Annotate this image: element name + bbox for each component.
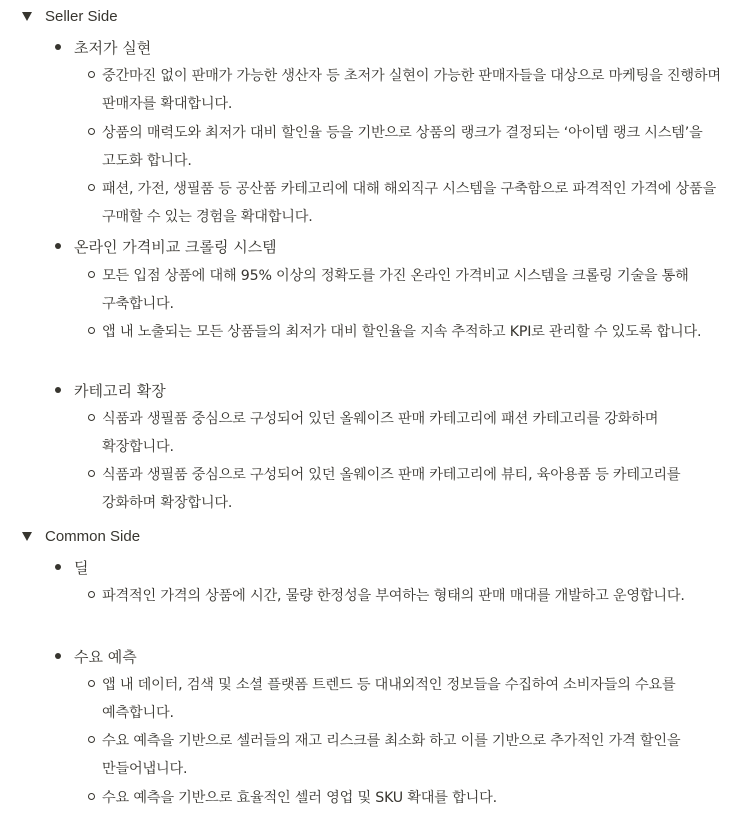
list-item (88, 318, 724, 346)
bullet-dot-icon (55, 387, 61, 393)
bullet-circle-icon (88, 128, 95, 135)
toggle-common-side[interactable] (22, 521, 140, 551)
list-item (88, 461, 724, 517)
section-header (55, 231, 277, 261)
list-item (88, 175, 724, 231)
list-item (88, 262, 724, 318)
list-item-text: 수요 예측을 기반으로 셀러들의 재고 리스크를 최소화 하고 이를 기반으로 추가적인 가격 할인을 만들어냅니다. (102, 733, 681, 777)
list-item-text: 앱 내 노출되는 모든 상품들의 최저가 대비 할인율을 지속 추적하고 KPI로 관리할 수 있도록 합니다. (102, 324, 702, 340)
bullet-circle-icon (88, 793, 95, 800)
section-label: 초저가 실현 (74, 38, 152, 57)
list-item-text: 식품과 생필품 중심으로 구성되어 있던 올웨이즈 판매 카테고리에 뷰티, 육아용품 등 카테고리를 강화하며 확장합니다. (102, 467, 681, 511)
section-label: 수요 예측 (74, 647, 137, 666)
section-label: 카테고리 확장 (74, 381, 166, 400)
bullet-circle-icon (88, 184, 95, 191)
bullet-circle-icon (88, 591, 95, 598)
bullet-dot-icon (55, 653, 61, 659)
bullet-dot-icon (55, 44, 61, 50)
list-item (88, 582, 724, 610)
section-label: 딜 (74, 558, 89, 577)
section-header (55, 641, 137, 671)
section-header (55, 375, 166, 405)
list-item (88, 784, 724, 812)
list-item-text: 앱 내 데이터, 검색 및 소셜 플랫폼 트렌드 등 대내외적인 정보들을 수집하여 소비자들의 수요를 예측합니다. (102, 677, 676, 721)
list-item (88, 405, 724, 461)
bullet-circle-icon (88, 470, 95, 477)
bullet-circle-icon (88, 680, 95, 687)
section-header (55, 32, 151, 62)
bullet-circle-icon (88, 71, 95, 78)
list-item-text: 식품과 생필품 중심으로 구성되어 있던 올웨이즈 판매 카테고리에 패션 카테고리를 강화하며 확장합니다. (102, 411, 659, 455)
list-item-text: 중간마진 없이 판매가 가능한 생산자 등 초저가 실현이 가능한 판매자들을 대상으로 마케팅을 진행하며 판매자를 확대합니다. (102, 68, 721, 112)
bullet-dot-icon (55, 564, 61, 570)
bullet-circle-icon (88, 271, 95, 278)
bullet-dot-icon (55, 243, 61, 249)
toggle-title: Common Side (45, 527, 141, 545)
list-item-text: 모든 입점 상품에 대해 95% 이상의 정확도를 가진 온라인 가격비교 시스템을 크롤링 기술을 통해 구축합니다. (102, 268, 689, 312)
bullet-circle-icon (88, 327, 95, 334)
bullet-circle-icon (88, 736, 95, 743)
section-header (55, 552, 89, 582)
list-item-text: 패션, 가전, 생필품 등 공산품 카테고리에 대해 해외직구 시스템을 구축함으로 파격적인 가격에 상품을 구매할 수 있는 경험을 확대합니다. (102, 181, 717, 225)
list-item (88, 727, 724, 783)
toggle-triangle-icon[interactable] (22, 532, 32, 541)
section-label: 온라인 가격비교 크롤링 시스템 (74, 237, 277, 256)
list-item-text: 상품의 매력도와 최저가 대비 할인율 등을 기반으로 상품의 랭크가 결정되는 ‘아이템 랭크 시스템’을 고도화 합니다. (102, 125, 703, 169)
toggle-title: Seller Side (45, 7, 118, 25)
toggle-triangle-icon[interactable] (22, 12, 32, 21)
list-item (88, 119, 724, 175)
list-item (88, 62, 724, 118)
bullet-circle-icon (88, 414, 95, 421)
list-item-text: 수요 예측을 기반으로 효율적인 셀러 영업 및 SKU 확대를 합니다. (102, 790, 497, 806)
list-item-text: 파격적인 가격의 상품에 시간, 물량 한정성을 부여하는 형태의 판매 매대를 개발하고 운영합니다. (102, 588, 685, 604)
toggle-seller-side[interactable] (22, 1, 118, 31)
list-item (88, 671, 724, 727)
